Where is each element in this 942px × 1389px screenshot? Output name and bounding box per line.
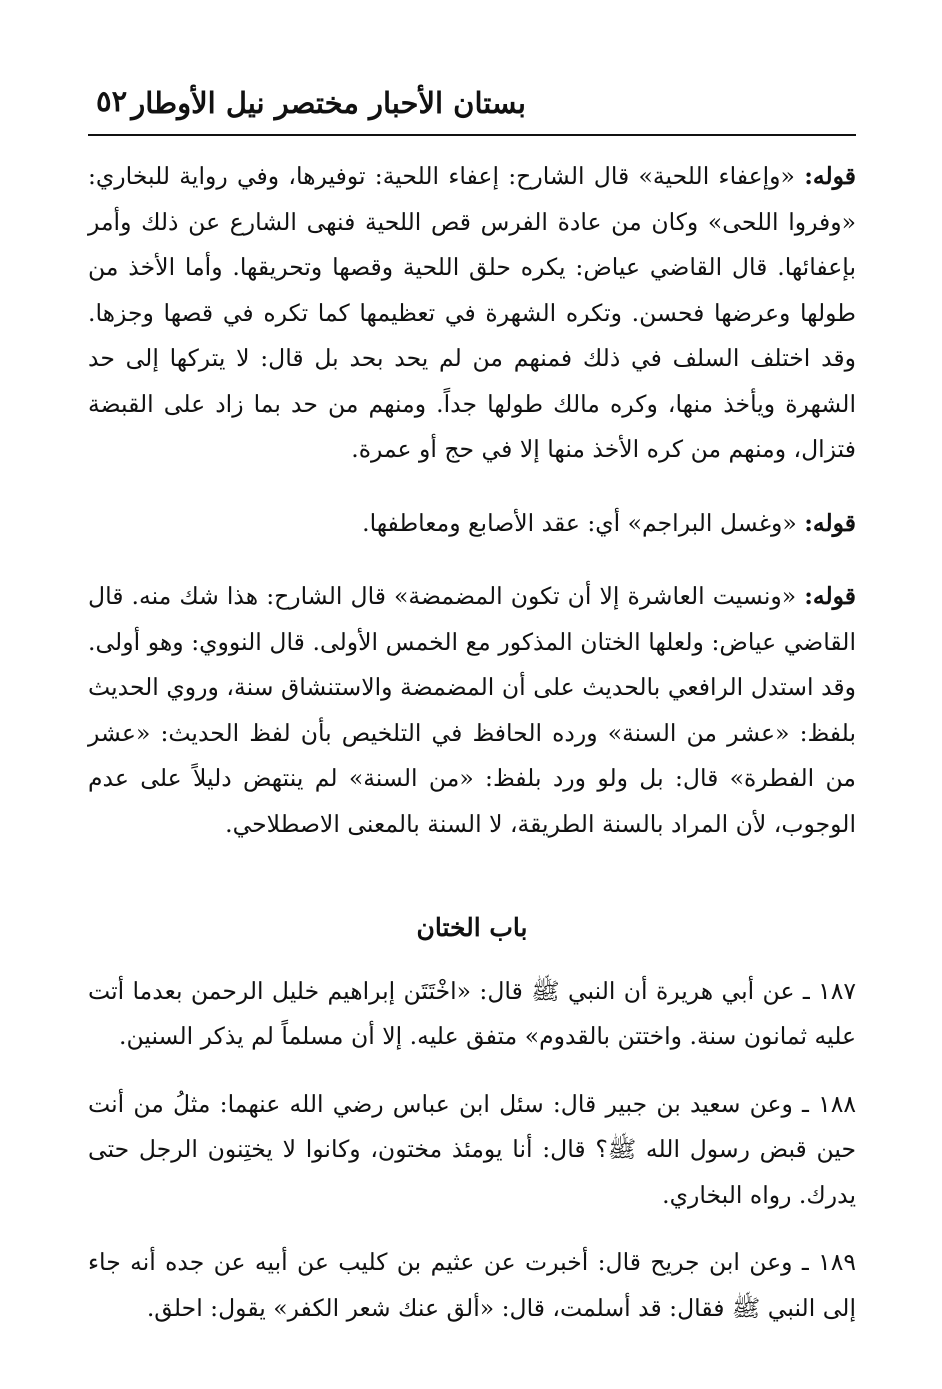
paragraph-keyword: قوله: [804, 582, 856, 610]
paragraph-text: «وغسل البراجم» أي: عقد الأصابع ومعاطفها. [362, 508, 805, 537]
paragraph-text: «ونسيت العاشرة إلا أن تكون المضمضة» قال الشارح: هذا شك منه. قال القاضي عياض: ولعلها الختان المذكور مع الخمس الأولى. قال النووي: وهو أولى. وقد استدل الرافعي بالحديث على أن المضمضة والاستنشاق سنة، وروي الحديث بلفظ: «عشر من السنة» ورده الحافظ في التلخيص بأن لفظ الحديث: «عشر من الفطرة» قال: بل ولو ورد بلفظ: «من السنة» لم ينتهض دليلاً على عدم الوجوب، لأن المراد بالسنة الطريقة، لا السنة بالمعنى الاصطلاحي. [88, 582, 856, 838]
commentary-paragraph [88, 501, 856, 547]
hadith-paragraph [88, 1082, 856, 1219]
paragraph-keyword: قوله: [804, 508, 856, 537]
chapter-heading: باب الختان [416, 913, 528, 942]
hadith-number: ١٨٨ [818, 1089, 856, 1118]
paragraph-text: «وإعفاء اللحية» قال الشارح: إعفاء اللحية: توفيرها، وفي رواية للبخاري: «وفروا اللحى» وكان من عادة الفرس قص اللحية فنهى الشارع عن ذلك وأمر بإعفائها. قال القاضي عياض: يكره حلق اللحية وقصها وتحريقها. وأما الأخذ من طولها وعرضها فحسن. وتكره الشهرة في تعظيمها كما تكره في قصها وجزها. وقد اختلف السلف في ذلك فمنهم من لم يحد بحد بل قال: لا يتركها إلى حد الشهرة ويأخذ منها، وكره مالك طولها جداً. ومنهم من حد بما زاد على القبضة فتزال، ومنهم من كره الأخذ منها إلا في حج أو عمرة. [88, 162, 856, 463]
hadith-text: ـ وعن سعيد بن جبير قال: سئل ابن عباس رضي الله عنهما: مثلُ من أنت حين قبض رسول الله ﷺ؟ قال: أنا يومئذ مختون، وكانوا لا يختِنون الرجل حتى يدرك. رواه البخاري. [88, 1089, 856, 1209]
page-body [88, 154, 856, 1353]
hadith-number: ١٨٧ [818, 976, 856, 1005]
commentary-paragraph [88, 154, 856, 473]
hadith-paragraph [88, 969, 856, 1060]
hadith-text: ـ وعن ابن جريح قال: أخبرت عن عثيم بن كليب عن أبيه عن جده أنه جاء إلى النبي ﷺ فقال: قد أسلمت، قال: «ألق عنك شعر الكفر» يقول: احلق. [88, 1248, 856, 1322]
commentary-paragraph [88, 574, 856, 847]
hadith-paragraph [88, 1240, 856, 1331]
running-header [88, 70, 856, 136]
hadith-number: ١٨٩ [818, 1248, 856, 1276]
paragraph-keyword: قوله: [804, 162, 856, 190]
book-page [88, 70, 856, 1350]
hadith-text: ـ عن أبي هريرة أن النبي ﷺ قال: «اخْتَتَن إبراهيم خليل الرحمن بعدما أتت عليه ثمانون سنة. واختتن بالقدوم» متفق عليه. إلا أن مسلماً لم يذكر السنين. [88, 976, 856, 1050]
book-title: بستان الأحبار مختصر نيل الأوطار [131, 86, 526, 120]
page-number: ٥٢ [96, 84, 128, 118]
